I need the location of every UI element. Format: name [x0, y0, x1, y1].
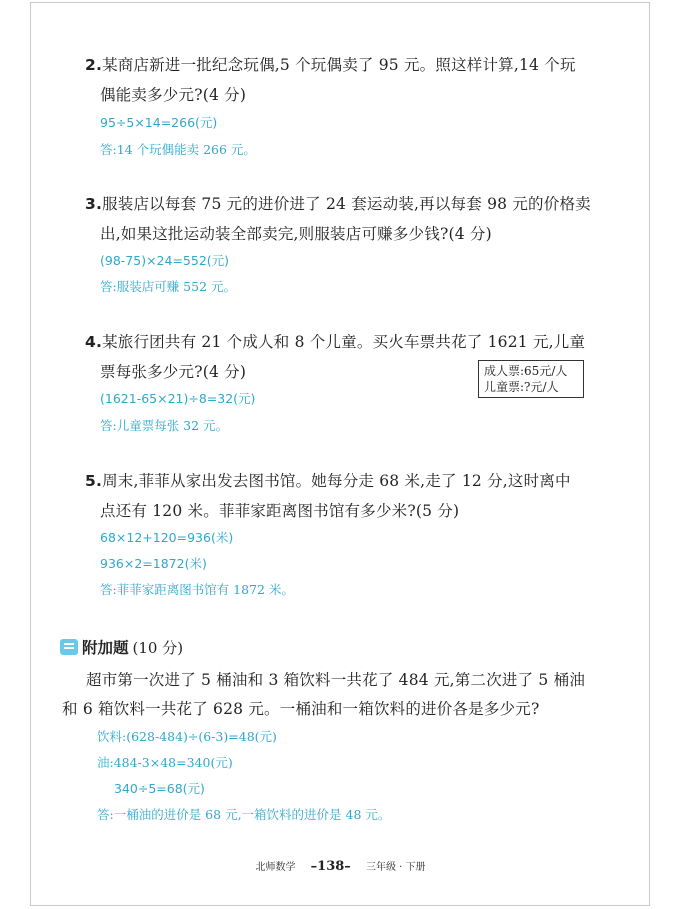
q4-line1 [85, 330, 585, 352]
child-ticket-price: 儿童票:?元/人 [484, 380, 559, 394]
page-footer [0, 858, 681, 874]
footer-book-name: 北师数学 [255, 862, 296, 873]
q2-text-1: 某商店新进一批纪念玩偶,5 个玩偶卖了 95 元。照这样计算,14 个玩 [102, 56, 576, 74]
q5-text-1: 周末,菲菲从家出发去图书馆。她每分走 68 米,走了 12 分,这时离中 [102, 472, 571, 490]
q3-line1 [85, 192, 591, 214]
q5-number: 5. [85, 472, 103, 490]
extra-text-1: 超市第一次进了 5 桶油和 3 箱饮料一共花了 484 元,第二次进了 5 桶油 [86, 671, 586, 689]
adult-ticket-price: 成人票:65元/人 [484, 364, 568, 378]
q2-text-2: 偶能卖多少元?(4 分) [100, 86, 247, 104]
ticket-price-box [478, 360, 584, 398]
q4-answer: 答:儿童票每张 32 元。 [100, 418, 229, 433]
q2-work: 95÷5×14=266(元) [100, 115, 218, 130]
q5-work-1: 68×12+120=936(米) [100, 530, 234, 545]
extra-question-header [60, 636, 183, 658]
q4-work: (1621-65×21)÷8=32(元) [100, 391, 256, 406]
q5-answer: 答:菲菲家距离图书馆有 1872 米。 [100, 582, 294, 597]
q5-text-2: 点还有 120 米。菲菲家距离图书馆有多少米?(5 分) [100, 502, 460, 520]
q3-answer: 答:服装店可赚 552 元。 [100, 279, 237, 294]
q3-work: (98-75)×24=552(元) [100, 253, 230, 268]
q2-answer: 答:14 个玩偶能卖 266 元。 [100, 142, 256, 157]
extra-work-2: 油:484-3×48=340(元) [97, 755, 233, 770]
q2-line1 [85, 53, 576, 75]
extra-work-3: 340÷5=68(元) [114, 781, 205, 796]
extra-question-score: (10 分) [132, 638, 184, 657]
extra-answer: 答:一桶油的进价是 68 元,一箱饮料的进价是 48 元。 [97, 807, 391, 822]
q2-number: 2. [85, 56, 103, 74]
extra-question-title: 附加题 [82, 639, 129, 657]
q4-number: 4. [85, 333, 103, 351]
footer-grade: 三年级 · 下册 [365, 862, 426, 873]
q5-line1 [85, 469, 571, 491]
extra-work-1: 饮料:(628-484)÷(6-3)=48(元) [97, 729, 277, 744]
q4-text-2: 票每张多少元?(4 分) [100, 363, 247, 381]
q5-work-2: 936×2=1872(米) [100, 556, 207, 571]
page-number: –138– [310, 859, 351, 874]
extra-text-2: 和 6 箱饮料一共花了 628 元。一桶油和一箱饮料的进价各是多少元? [62, 700, 540, 718]
q3-number: 3. [85, 195, 103, 213]
q3-text-2: 出,如果这批运动装全部卖完,则服装店可赚多少钱?(4 分) [100, 225, 492, 243]
q3-text-1: 服装店以每套 75 元的进价进了 24 套运动装,再以每套 98 元的价格卖 [102, 195, 591, 213]
book-icon [60, 639, 78, 655]
q4-text-1: 某旅行团共有 21 个成人和 8 个儿童。买火车票共花了 1621 元,儿童 [102, 333, 586, 351]
